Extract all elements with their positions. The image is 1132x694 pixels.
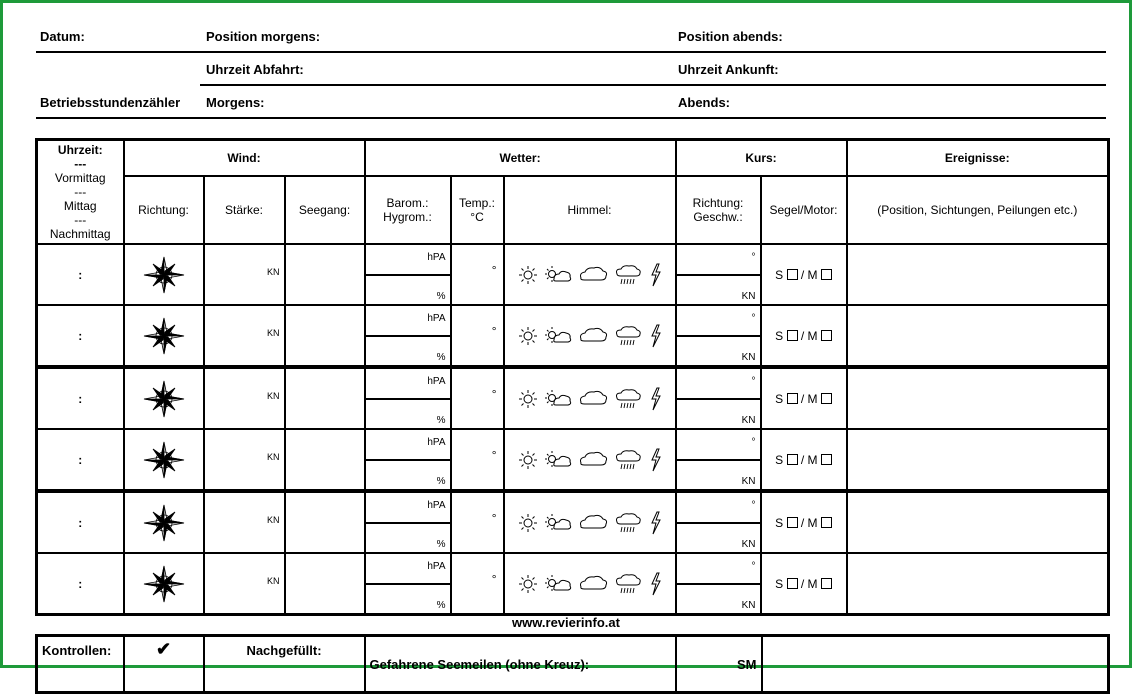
lightning-icon[interactable] (648, 572, 662, 596)
segel-checkbox[interactable] (787, 269, 798, 280)
rain-cloud-icon[interactable] (614, 573, 642, 595)
barom-cell[interactable]: hPA % (365, 367, 451, 429)
temp-cell[interactable]: ° (451, 429, 504, 491)
log-table (35, 138, 1110, 616)
seegang-cell[interactable] (285, 429, 365, 491)
lightning-icon[interactable] (648, 263, 662, 287)
staerke-cell[interactable]: KN (204, 491, 285, 553)
barom-cell[interactable]: hPA % (365, 553, 451, 615)
wetter-header: Wetter: (365, 140, 676, 177)
himmel-cell (504, 491, 676, 553)
compass-icon[interactable] (124, 429, 204, 491)
rain-cloud-icon[interactable] (614, 449, 642, 471)
lightning-icon[interactable] (648, 324, 662, 348)
seegang-cell[interactable] (285, 491, 365, 553)
datum-label: Datum: (40, 29, 85, 44)
temp-cell[interactable]: ° (451, 305, 504, 367)
log-row (37, 367, 1109, 429)
temp-cell[interactable]: ° (451, 553, 504, 615)
checkmark-icon: ✔ (124, 636, 204, 693)
richtung-header: Richtung: (124, 176, 204, 244)
sun-cloud-icon[interactable] (544, 388, 572, 410)
kurs-cell[interactable]: ° KN (676, 553, 761, 615)
log-row (37, 305, 1109, 367)
rain-cloud-icon[interactable] (614, 325, 642, 347)
sun-icon[interactable] (518, 389, 538, 409)
time-cell[interactable]: : (37, 367, 124, 429)
time-cell[interactable]: : (37, 491, 124, 553)
kurs-cell[interactable]: ° KN (676, 244, 761, 305)
betriebsstunden-label: Betriebsstundenzähler (40, 95, 181, 110)
sun-cloud-icon[interactable] (544, 264, 572, 286)
barom-header: Barom.: Hygrom.: (365, 176, 451, 244)
log-row (37, 491, 1109, 553)
gefahrene-seemeilen-label: Gefahrene Seemeilen (ohne Kreuz): (365, 636, 676, 693)
kurs-cell[interactable]: ° KN (676, 491, 761, 553)
ereignisse-cell[interactable] (847, 244, 1109, 305)
staerke-cell[interactable]: KN (204, 553, 285, 615)
website-url: www.revierinfo.at (512, 615, 620, 630)
time-cell[interactable]: : (37, 553, 124, 615)
position-abends-label: Position abends: (678, 29, 783, 44)
divider (36, 117, 1106, 119)
temp-cell[interactable]: ° (451, 367, 504, 429)
seegang-cell[interactable] (285, 553, 365, 615)
sun-cloud-icon[interactable] (544, 512, 572, 534)
divider (200, 84, 1106, 86)
segel-checkbox[interactable] (787, 517, 798, 528)
uhrzeit-header: Uhrzeit: --- Vormittag --- Mittag --- Nachmittag (37, 140, 124, 245)
motor-checkbox[interactable] (821, 578, 832, 589)
segel-checkbox[interactable] (787, 330, 798, 341)
kurs-header: Kurs: (676, 140, 847, 177)
himmel-cell (504, 244, 676, 305)
uhrzeit-abfahrt-label: Uhrzeit Abfahrt: (206, 62, 304, 77)
compass-icon[interactable] (124, 244, 204, 305)
himmel-cell (504, 553, 676, 615)
ereignisse-cell[interactable] (847, 491, 1109, 553)
log-row (37, 553, 1109, 615)
motor-checkbox[interactable] (821, 454, 832, 465)
segel-motor-cell: S / M (761, 367, 847, 429)
temp-cell[interactable]: ° (451, 244, 504, 305)
motor-checkbox[interactable] (821, 330, 832, 341)
seegang-header: Seegang: (285, 176, 365, 244)
staerke-cell[interactable]: KN (204, 244, 285, 305)
sun-icon[interactable] (518, 265, 538, 285)
ereignisse-cell[interactable] (847, 367, 1109, 429)
himmel-cell (504, 429, 676, 491)
kurs-cell[interactable]: ° KN (676, 429, 761, 491)
motor-checkbox[interactable] (821, 269, 832, 280)
compass-icon[interactable] (124, 305, 204, 367)
cloud-icon[interactable] (578, 390, 608, 408)
rain-cloud-icon[interactable] (614, 264, 642, 286)
uhrzeit-ankunft-label: Uhrzeit Ankunft: (678, 62, 779, 77)
bottom-table (35, 634, 1110, 694)
morgens-label: Morgens: (206, 95, 265, 110)
staerke-cell[interactable]: KN (204, 305, 285, 367)
compass-icon[interactable] (124, 367, 204, 429)
compass-icon[interactable] (124, 553, 204, 615)
bottom-blank-cell[interactable] (762, 636, 1109, 693)
wind-header: Wind: (124, 140, 365, 177)
nachgefuellt-label: Nachgefüllt: (204, 636, 365, 693)
temp-cell[interactable]: ° (451, 491, 504, 553)
himmel-header: Himmel: (504, 176, 676, 244)
segel-motor-cell: S / M (761, 244, 847, 305)
himmel-cell (504, 305, 676, 367)
cloud-icon[interactable] (578, 514, 608, 532)
position-morgens-label: Position morgens: (206, 29, 321, 44)
sun-icon[interactable] (518, 450, 538, 470)
ereignisse-cell[interactable] (847, 429, 1109, 491)
barom-cell[interactable]: hPA % (365, 491, 451, 553)
staerke-cell[interactable]: KN (204, 429, 285, 491)
segel-checkbox[interactable] (787, 454, 798, 465)
cloud-icon[interactable] (578, 327, 608, 345)
ereignisse-cell[interactable] (847, 553, 1109, 615)
abends-label: Abends: (678, 95, 730, 110)
kontrollen-label: Kontrollen: (37, 636, 124, 693)
time-cell[interactable]: : (37, 429, 124, 491)
segel-motor-cell: S / M (761, 429, 847, 491)
segel-motor-header: Segel/Motor: (761, 176, 847, 244)
sun-cloud-icon[interactable] (544, 325, 572, 347)
rain-cloud-icon[interactable] (614, 388, 642, 410)
lightning-icon[interactable] (648, 387, 662, 411)
segel-checkbox[interactable] (787, 578, 798, 589)
barom-cell[interactable]: hPA % (365, 244, 451, 305)
log-row (37, 429, 1109, 491)
sun-icon[interactable] (518, 513, 538, 533)
temp-header: Temp.: °C (451, 176, 504, 244)
compass-icon[interactable] (124, 491, 204, 553)
time-cell[interactable]: : (37, 305, 124, 367)
kurs-richtung-header: Richtung: Geschw.: (676, 176, 761, 244)
cloud-icon[interactable] (578, 266, 608, 284)
himmel-cell (504, 367, 676, 429)
lightning-icon[interactable] (648, 511, 662, 535)
ereignisse-header: Ereignisse: (847, 140, 1109, 177)
sun-icon[interactable] (518, 326, 538, 346)
seegang-cell[interactable] (285, 244, 365, 305)
segel-motor-cell: S / M (761, 491, 847, 553)
kurs-cell[interactable]: ° KN (676, 305, 761, 367)
seegang-cell[interactable] (285, 305, 365, 367)
time-cell[interactable]: : (37, 244, 124, 305)
sun-icon[interactable] (518, 574, 538, 594)
seegang-cell[interactable] (285, 367, 365, 429)
sm-label: SM (676, 636, 762, 693)
staerke-header: Stärke: (204, 176, 285, 244)
cloud-icon[interactable] (578, 451, 608, 469)
log-row (37, 244, 1109, 305)
motor-checkbox[interactable] (821, 393, 832, 404)
sun-cloud-icon[interactable] (544, 449, 572, 471)
rain-cloud-icon[interactable] (614, 512, 642, 534)
ereignisse-cell[interactable] (847, 305, 1109, 367)
lightning-icon[interactable] (648, 448, 662, 472)
segel-motor-cell: S / M (761, 305, 847, 367)
ereignisse-hint: (Position, Sichtungen, Peilungen etc.) (847, 176, 1109, 244)
sun-cloud-icon[interactable] (544, 573, 572, 595)
cloud-icon[interactable] (578, 575, 608, 593)
motor-checkbox[interactable] (821, 517, 832, 528)
divider (36, 51, 1106, 53)
barom-cell[interactable]: hPA % (365, 305, 451, 367)
barom-cell[interactable]: hPA % (365, 429, 451, 491)
kurs-cell[interactable]: ° KN (676, 367, 761, 429)
segel-motor-cell: S / M (761, 553, 847, 615)
staerke-cell[interactable]: KN (204, 367, 285, 429)
segel-checkbox[interactable] (787, 393, 798, 404)
